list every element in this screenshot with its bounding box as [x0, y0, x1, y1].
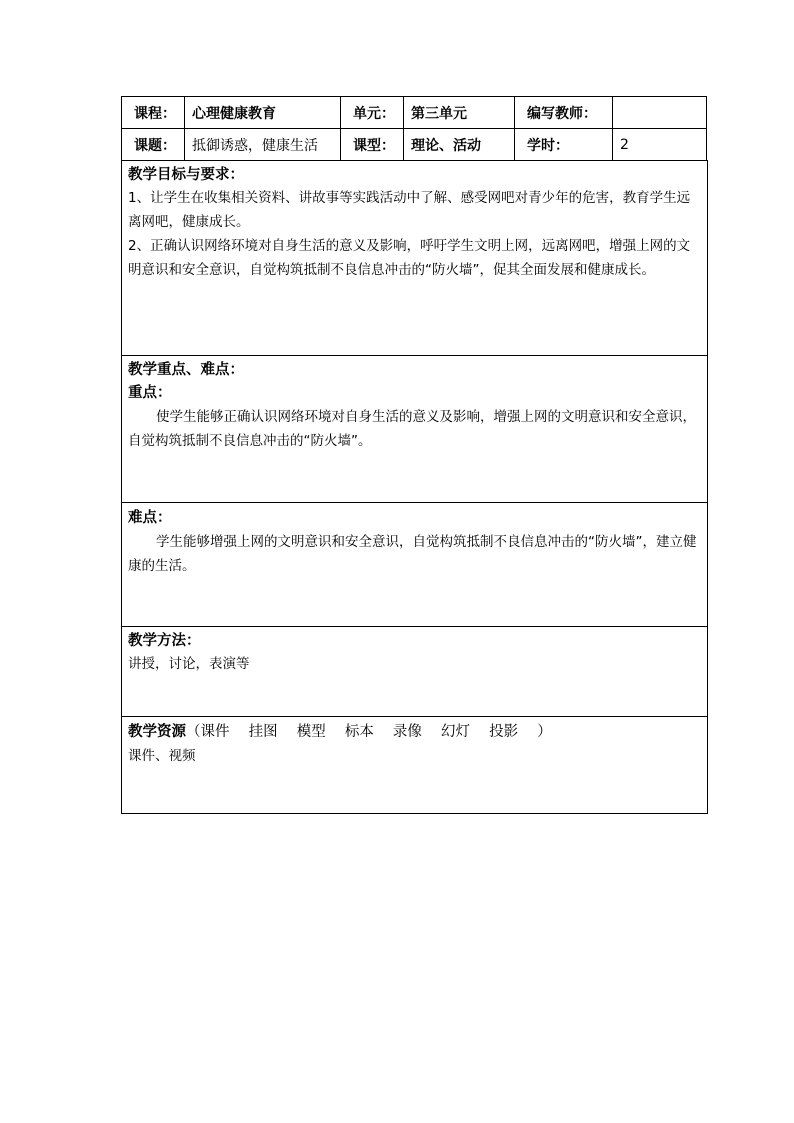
goal-item: 1、让学生在收集相关资料、讲故事等实践活动中了解、感受网吧对青少年的危害，教育学生远离网吧，健康成长。 [128, 190, 691, 230]
difficulties-section [121, 503, 708, 627]
goals-title: 教学目标与要求： [128, 167, 244, 183]
type-label: 课型： [341, 129, 404, 161]
resources-text: 课件、视频 [128, 748, 196, 764]
topic-label: 课题： [122, 129, 185, 161]
methods-section [121, 627, 708, 717]
hours-label: 学时： [515, 129, 613, 161]
unit-value: 第三单元 [404, 97, 515, 129]
unit-label: 单元： [341, 97, 404, 129]
hours-value: 2 [613, 129, 707, 161]
resources-options: （课件 挂图 模型 标本 录像 幻灯 投影 ） [186, 724, 552, 740]
methods-title: 教学方法： [128, 633, 201, 649]
resources-section [121, 717, 708, 814]
difficulty-text: 学生能够增强上网的文明意识和安全意识，自觉构筑抵制不良信息冲击的“防火墙”，建立健康的生活。 [128, 534, 697, 574]
key-point-text: 使学生能够正确认识网络环境对自身生活的意义及影响，增强上网的文明意识和安全意识，自觉构筑抵制不良信息冲击的“防火墙”。 [128, 409, 696, 449]
type-value: 理论、活动 [404, 129, 515, 161]
key-point-subtitle: 重点： [128, 385, 172, 401]
course-value: 心理健康教育 [185, 97, 341, 129]
lesson-header-table [121, 96, 707, 161]
resources-title: 教学资源 [128, 724, 186, 740]
goal-item: 2、正确认识网络环境对自身生活的意义及影响，呼吁学生文明上网，远离网吧，增强上网的文明意识和安全意识，自觉构筑抵制不良信息冲击的“防火墙”，促其全面发展和健康成长。 [128, 238, 691, 278]
course-label: 课程： [122, 97, 185, 129]
topic-value: 抵御诱惑，健康生活 [185, 129, 341, 161]
methods-text: 讲授，讨论，表演等 [128, 656, 250, 672]
key-points-title: 教学重点、难点： [128, 362, 244, 378]
teacher-label: 编写教师： [515, 97, 613, 129]
header-row-1 [122, 97, 707, 129]
resources-title-line [128, 720, 701, 744]
header-row-2 [122, 129, 707, 161]
difficulty-subtitle: 难点： [128, 510, 172, 526]
teacher-value [613, 97, 707, 129]
key-points-section [121, 356, 708, 503]
goals-section [121, 160, 708, 356]
